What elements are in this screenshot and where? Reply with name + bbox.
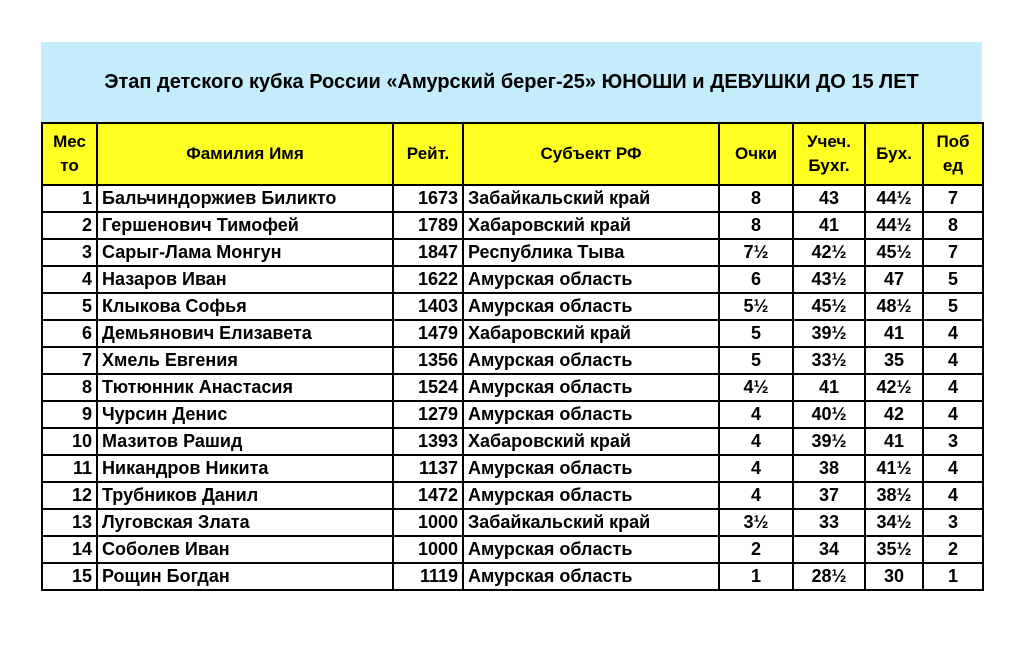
table-row xyxy=(42,563,983,590)
table-row xyxy=(42,374,983,401)
table-row xyxy=(42,347,983,374)
table-row xyxy=(42,536,983,563)
cell-region: Забайкальский край xyxy=(463,509,719,536)
header-wins: Поб ед xyxy=(923,123,983,185)
cell-rating: 1403 xyxy=(393,293,463,320)
cell-rating: 1356 xyxy=(393,347,463,374)
standings-body xyxy=(42,185,983,590)
standings-table xyxy=(41,122,984,591)
cell-place: 9 xyxy=(42,401,97,428)
cell-points: 4 xyxy=(719,401,793,428)
table-row xyxy=(42,482,983,509)
cell-region: Хабаровский край xyxy=(463,212,719,239)
cell-place: 3 xyxy=(42,239,97,266)
cell-region: Хабаровский край xyxy=(463,428,719,455)
table-row xyxy=(42,185,983,212)
cell-name: Чурсин Денис xyxy=(97,401,393,428)
cell-wins: 1 xyxy=(923,563,983,590)
page-title: Этап детского кубка России «Амурский берег-25» ЮНОШИ и ДЕВУШКИ ДО 15 ЛЕТ xyxy=(41,42,982,122)
table-row xyxy=(42,455,983,482)
cell-name: Сарыг-Лама Монгун xyxy=(97,239,393,266)
cell-buch-cut: 41 xyxy=(793,212,865,239)
header-row xyxy=(42,123,983,185)
cell-wins: 4 xyxy=(923,374,983,401)
cell-rating: 1137 xyxy=(393,455,463,482)
cell-place: 4 xyxy=(42,266,97,293)
table-row xyxy=(42,266,983,293)
cell-place: 15 xyxy=(42,563,97,590)
cell-region: Амурская область xyxy=(463,293,719,320)
cell-region: Амурская область xyxy=(463,563,719,590)
cell-buch: 35½ xyxy=(865,536,923,563)
header-name: Фамилия Имя xyxy=(97,123,393,185)
cell-region: Амурская область xyxy=(463,401,719,428)
cell-points: 8 xyxy=(719,185,793,212)
cell-buch: 41 xyxy=(865,428,923,455)
cell-buch-cut: 39½ xyxy=(793,320,865,347)
cell-wins: 4 xyxy=(923,320,983,347)
cell-buch: 44½ xyxy=(865,185,923,212)
header-buch: Бух. xyxy=(865,123,923,185)
cell-place: 10 xyxy=(42,428,97,455)
cell-wins: 4 xyxy=(923,482,983,509)
cell-rating: 1279 xyxy=(393,401,463,428)
cell-name: Рощин Богдан xyxy=(97,563,393,590)
table-row xyxy=(42,428,983,455)
cell-buch-cut: 41 xyxy=(793,374,865,401)
cell-region: Амурская область xyxy=(463,482,719,509)
cell-wins: 3 xyxy=(923,428,983,455)
header-place: Мес то xyxy=(42,123,97,185)
cell-wins: 8 xyxy=(923,212,983,239)
cell-buch: 47 xyxy=(865,266,923,293)
header-rating: Рейт. xyxy=(393,123,463,185)
cell-name: Никандров Никита xyxy=(97,455,393,482)
cell-buch: 41½ xyxy=(865,455,923,482)
cell-place: 2 xyxy=(42,212,97,239)
cell-place: 1 xyxy=(42,185,97,212)
cell-wins: 7 xyxy=(923,239,983,266)
cell-rating: 1673 xyxy=(393,185,463,212)
cell-points: 4 xyxy=(719,428,793,455)
cell-buch: 41 xyxy=(865,320,923,347)
cell-place: 11 xyxy=(42,455,97,482)
cell-points: 5½ xyxy=(719,293,793,320)
cell-buch: 42½ xyxy=(865,374,923,401)
cell-rating: 1479 xyxy=(393,320,463,347)
table-row xyxy=(42,320,983,347)
table-row xyxy=(42,212,983,239)
cell-buch-cut: 40½ xyxy=(793,401,865,428)
cell-place: 12 xyxy=(42,482,97,509)
cell-wins: 2 xyxy=(923,536,983,563)
cell-wins: 3 xyxy=(923,509,983,536)
cell-place: 5 xyxy=(42,293,97,320)
cell-buch: 35 xyxy=(865,347,923,374)
cell-buch: 48½ xyxy=(865,293,923,320)
cell-name: Демьянович Елизавета xyxy=(97,320,393,347)
cell-name: Назаров Иван xyxy=(97,266,393,293)
cell-points: 3½ xyxy=(719,509,793,536)
cell-rating: 1119 xyxy=(393,563,463,590)
cell-rating: 1000 xyxy=(393,509,463,536)
cell-buch-cut: 34 xyxy=(793,536,865,563)
cell-name: Соболев Иван xyxy=(97,536,393,563)
cell-buch-cut: 33½ xyxy=(793,347,865,374)
cell-wins: 5 xyxy=(923,266,983,293)
cell-place: 6 xyxy=(42,320,97,347)
table-row xyxy=(42,239,983,266)
cell-buch-cut: 43 xyxy=(793,185,865,212)
cell-rating: 1789 xyxy=(393,212,463,239)
cell-rating: 1393 xyxy=(393,428,463,455)
cell-buch: 42 xyxy=(865,401,923,428)
cell-points: 6 xyxy=(719,266,793,293)
standings-sheet xyxy=(41,42,982,591)
cell-points: 4 xyxy=(719,482,793,509)
cell-buch-cut: 43½ xyxy=(793,266,865,293)
cell-rating: 1472 xyxy=(393,482,463,509)
cell-region: Амурская область xyxy=(463,374,719,401)
table-row xyxy=(42,293,983,320)
header-points: Очки xyxy=(719,123,793,185)
cell-points: 8 xyxy=(719,212,793,239)
cell-name: Бальчиндоржиев Биликто xyxy=(97,185,393,212)
cell-buch-cut: 33 xyxy=(793,509,865,536)
cell-points: 1 xyxy=(719,563,793,590)
cell-name: Клыкова Софья xyxy=(97,293,393,320)
cell-name: Мазитов Рашид xyxy=(97,428,393,455)
cell-buch: 45½ xyxy=(865,239,923,266)
cell-rating: 1847 xyxy=(393,239,463,266)
cell-region: Амурская область xyxy=(463,266,719,293)
header-buch-cut: Учеч. Бухг. xyxy=(793,123,865,185)
cell-buch-cut: 37 xyxy=(793,482,865,509)
header-region: Субъект РФ xyxy=(463,123,719,185)
table-row xyxy=(42,509,983,536)
cell-wins: 7 xyxy=(923,185,983,212)
cell-wins: 4 xyxy=(923,455,983,482)
cell-buch-cut: 39½ xyxy=(793,428,865,455)
cell-name: Хмель Евгения xyxy=(97,347,393,374)
cell-name: Луговская Злата xyxy=(97,509,393,536)
cell-region: Амурская область xyxy=(463,347,719,374)
cell-region: Амурская область xyxy=(463,455,719,482)
cell-points: 2 xyxy=(719,536,793,563)
cell-points: 4 xyxy=(719,455,793,482)
table-row xyxy=(42,401,983,428)
cell-name: Трубников Данил xyxy=(97,482,393,509)
cell-points: 5 xyxy=(719,320,793,347)
cell-buch-cut: 38 xyxy=(793,455,865,482)
cell-rating: 1622 xyxy=(393,266,463,293)
cell-place: 8 xyxy=(42,374,97,401)
cell-place: 14 xyxy=(42,536,97,563)
cell-place: 13 xyxy=(42,509,97,536)
cell-buch-cut: 45½ xyxy=(793,293,865,320)
cell-rating: 1524 xyxy=(393,374,463,401)
cell-place: 7 xyxy=(42,347,97,374)
cell-points: 5 xyxy=(719,347,793,374)
cell-buch: 38½ xyxy=(865,482,923,509)
cell-buch: 44½ xyxy=(865,212,923,239)
cell-wins: 4 xyxy=(923,347,983,374)
cell-buch: 30 xyxy=(865,563,923,590)
cell-region: Амурская область xyxy=(463,536,719,563)
cell-wins: 5 xyxy=(923,293,983,320)
cell-wins: 4 xyxy=(923,401,983,428)
cell-region: Республика Тыва xyxy=(463,239,719,266)
cell-region: Хабаровский край xyxy=(463,320,719,347)
cell-buch: 34½ xyxy=(865,509,923,536)
cell-buch-cut: 42½ xyxy=(793,239,865,266)
cell-name: Тютюнник Анастасия xyxy=(97,374,393,401)
cell-name: Гершенович Тимофей xyxy=(97,212,393,239)
cell-region: Забайкальский край xyxy=(463,185,719,212)
cell-points: 7½ xyxy=(719,239,793,266)
cell-points: 4½ xyxy=(719,374,793,401)
cell-rating: 1000 xyxy=(393,536,463,563)
cell-buch-cut: 28½ xyxy=(793,563,865,590)
